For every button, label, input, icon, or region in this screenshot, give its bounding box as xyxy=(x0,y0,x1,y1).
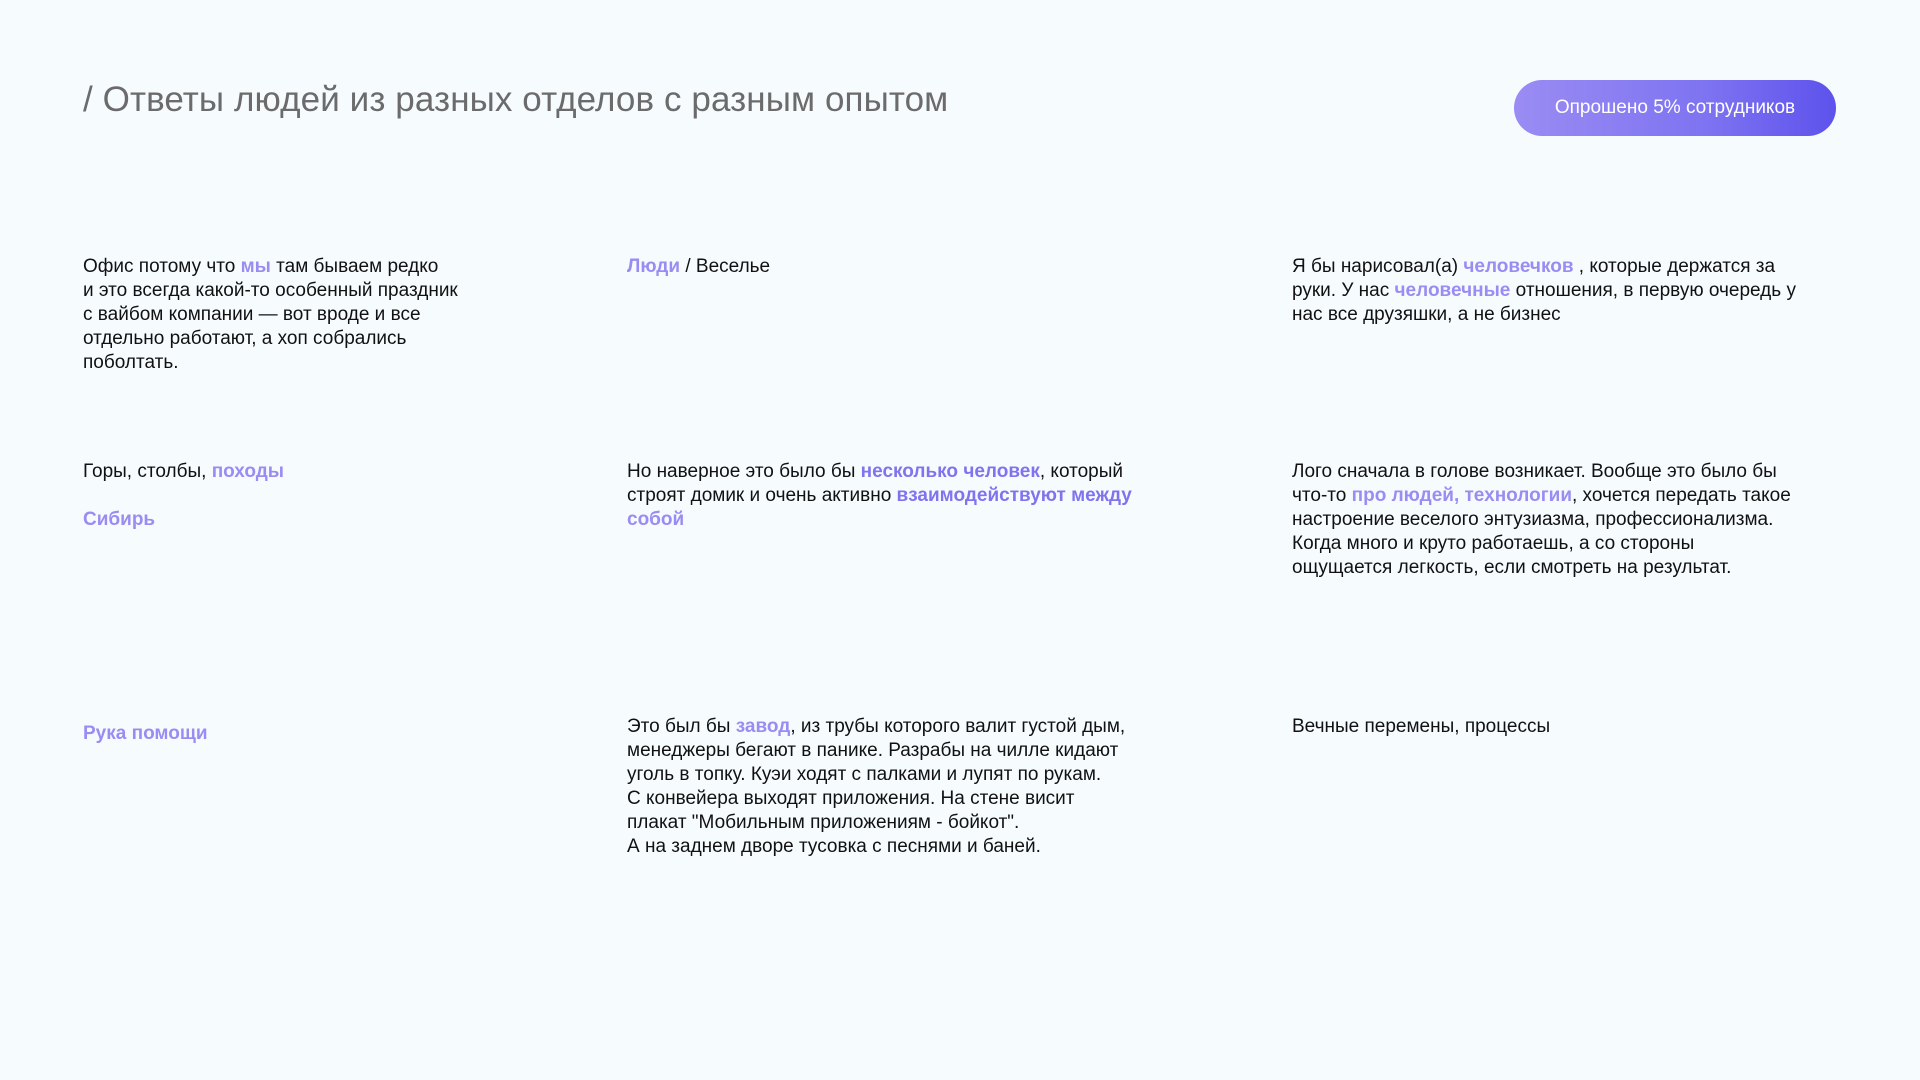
answer-line: ощущается легкость, если смотреть на результат. xyxy=(1292,557,1732,578)
answer-line: с вайбом компании — вот вроде и все xyxy=(83,304,421,325)
answer-card-factory xyxy=(627,715,1167,859)
answer-highlight: несколько человек xyxy=(860,461,1040,482)
answer-line: руки. У нас человечные отношения, в первую очередь у xyxy=(1292,280,1796,301)
answer-card-changes xyxy=(1292,715,1852,739)
answer-line: Лого сначала в голове возникает. Вообще это было бы xyxy=(1292,461,1777,482)
answer-line xyxy=(627,508,1167,532)
answer-card-little-people xyxy=(1292,255,1852,327)
answer-line: настроение веселого энтузиазма, профессионализма. xyxy=(1292,509,1774,530)
answer-highlight: Сибирь xyxy=(83,509,156,530)
answer-line xyxy=(83,508,513,532)
answer-line: А на заднем дворе тусовка с песнями и баней. xyxy=(627,836,1041,857)
answer-card-logo xyxy=(1292,460,1852,580)
answer-line: поболтать. xyxy=(83,352,179,373)
answer-line: уголь в топку. Куэи ходят с палками и лупят по рукам. xyxy=(627,764,1102,785)
answer-card-house xyxy=(627,460,1167,532)
answer-highlight: завод xyxy=(735,716,791,737)
answer-card-mountains xyxy=(83,460,513,532)
answer-highlight: собой xyxy=(627,509,685,530)
answer-card-people xyxy=(627,255,1167,279)
answer-line: С конвейера выходят приложения. На стене висит xyxy=(627,788,1075,809)
answer-highlight: походы xyxy=(211,461,285,482)
answer-line: Люди / Веселье xyxy=(627,256,771,277)
page-title: / Ответы людей из разных отделов с разным опытом xyxy=(83,80,949,119)
answer-line: отдельно работают, а хоп собрались xyxy=(83,328,407,349)
answer-line: строят домик и очень активно взаимодействуют между xyxy=(627,485,1132,506)
answer-card-helping-hand xyxy=(83,722,513,746)
survey-badge: Опрошено 5% сотрудников xyxy=(1514,80,1836,136)
answer-highlight: Рука помощи xyxy=(83,723,208,744)
answer-line: Вечные перемены, процессы xyxy=(1292,716,1551,737)
answer-line: что-то про людей, технологии, хочется передать такое xyxy=(1292,485,1791,506)
answer-line: менеджеры бегают в панике. Разрабы на чилле кидают xyxy=(627,740,1119,761)
answer-line xyxy=(83,722,513,746)
answer-line: Это был бы завод, из трубы которого валит густой дым, xyxy=(627,716,1126,737)
answer-line: Я бы нарисовал(а) человечков , которые держатся за xyxy=(1292,256,1776,277)
answer-highlight: Люди xyxy=(627,256,681,277)
answer-card-office xyxy=(83,255,513,375)
answer-line: нас все друзяшки, а не бизнес xyxy=(1292,304,1561,325)
answer-line: Горы, столбы, походы xyxy=(83,461,285,482)
answer-line: Но наверное это было бы несколько человек, который xyxy=(627,461,1123,482)
answer-highlight: взаимодействуют между xyxy=(896,485,1132,506)
answer-highlight: мы xyxy=(240,256,271,277)
answer-line: и это всегда какой-то особенный праздник xyxy=(83,280,458,301)
spacer xyxy=(83,484,513,508)
answer-line: Когда много и круто работаешь, а со стороны xyxy=(1292,533,1695,554)
answer-highlight: про людей, технологии xyxy=(1351,485,1572,506)
answer-highlight: человечков xyxy=(1463,256,1574,277)
answer-line: плакат "Мобильным приложениям - бойкот". xyxy=(627,812,1020,833)
answer-highlight: человечные xyxy=(1394,280,1511,301)
answer-line: Офис потому что мы там бываем редко xyxy=(83,256,439,277)
